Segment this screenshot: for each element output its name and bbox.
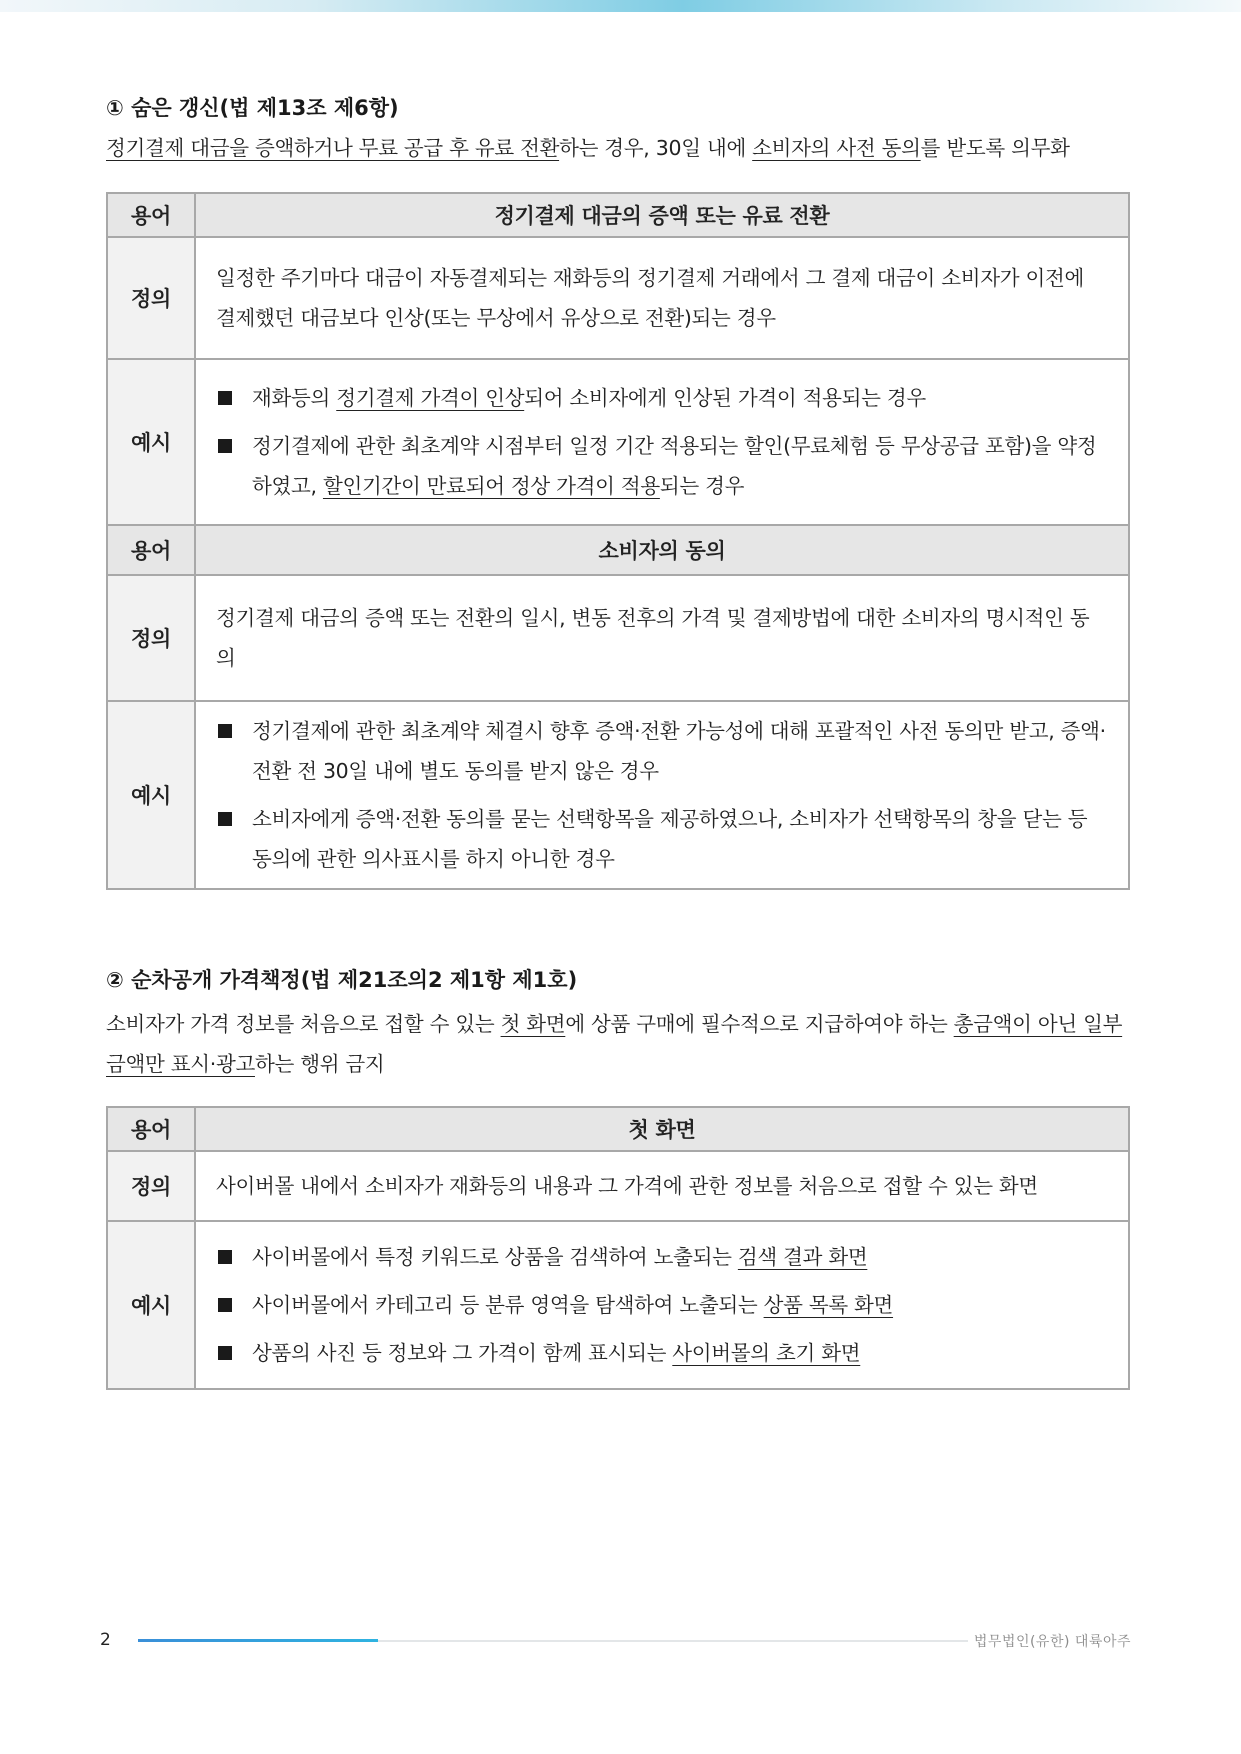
- term-heading: 첫 화면: [195, 1107, 1129, 1151]
- example-list: [216, 711, 1106, 879]
- section2-definition-table: [106, 1106, 1130, 1390]
- desc-segment: 를 받도록 의무화: [920, 136, 1070, 160]
- footer-firm-name: 법무법인(유한) 대륙아주: [973, 1634, 1131, 1650]
- example-row: [107, 1221, 1129, 1389]
- example-item: [216, 426, 1106, 506]
- example-text-underlined: 상품 목록 화면: [763, 1293, 894, 1317]
- example-row: [107, 701, 1129, 889]
- example-label: 예시: [107, 1221, 195, 1389]
- example-item: [216, 378, 1106, 418]
- example-item: [216, 711, 1106, 791]
- example-text-underlined: 검색 결과 화면: [737, 1245, 868, 1269]
- section2-description: [106, 1004, 1126, 1084]
- term-label: 용어: [107, 525, 195, 575]
- example-list: [216, 1237, 1106, 1373]
- example-text: 소비자에게 증액·전환 동의를 묻는 선택항목을 제공하였으나, 소비자가 선택항목의 창을 닫는 등 동의에 관한 의사표시를 하지 아니한 경우: [252, 807, 1088, 871]
- example-text: 정기결제에 관한 최초계약 시점부터 일정 기간 적용되는 할인(무료체험 등 무상공급 포함)을 약정하였고,: [252, 434, 1097, 498]
- definition-label: 정의: [107, 575, 195, 701]
- term-row: [107, 193, 1129, 237]
- desc-segment: 하는 경우, 30일 내에: [559, 136, 753, 160]
- desc-segment: 소비자의 사전 동의: [752, 136, 921, 160]
- example-label: 예시: [107, 701, 195, 889]
- definition-label: 정의: [107, 1151, 195, 1221]
- example-text: 상품의 사진 등 정보와 그 가격이 함께 표시되는: [252, 1341, 673, 1365]
- desc-segment: 첫 화면: [500, 1012, 566, 1036]
- definition-row: [107, 237, 1129, 359]
- example-item: [216, 1285, 1106, 1325]
- section1-definition-table: [106, 192, 1130, 890]
- page-number: 2: [100, 1630, 111, 1650]
- term-heading: 소비자의 동의: [195, 525, 1129, 575]
- term-label: 용어: [107, 193, 195, 237]
- example-item: [216, 799, 1106, 879]
- term-label: 용어: [107, 1107, 195, 1151]
- desc-segment: 하는 행위 금지: [254, 1052, 385, 1076]
- desc-segment: 정기결제 대금을 증액하거나 무료 공급 후 유료 전환: [106, 136, 560, 160]
- example-text: 되는 경우: [659, 474, 745, 498]
- example-text: 되어 소비자에게 인상된 가격이 적용되는 경우: [524, 386, 926, 410]
- example-item: [216, 1237, 1106, 1277]
- definition-row: [107, 1151, 1129, 1221]
- definition-text: 정기결제 대금의 증액 또는 전환의 일시, 변동 전후의 가격 및 결제방법에 대한 소비자의 명시적인 동의: [195, 575, 1129, 701]
- example-text: 사이버몰에서 특정 키워드로 상품을 검색하여 노출되는: [252, 1245, 738, 1269]
- desc-segment: 총금액이 아닌 일부 금액만 표시·광고: [106, 1012, 1123, 1076]
- section1-title: ① 숨은 갱신(법 제13조 제6항): [106, 96, 399, 120]
- term-row: [107, 1107, 1129, 1151]
- definition-label: 정의: [107, 237, 195, 359]
- desc-segment: 에 상품 구매에 필수적으로 지급하여야 하는: [565, 1012, 954, 1036]
- example-row: [107, 359, 1129, 525]
- definition-text: 일정한 주기마다 대금이 자동결제되는 재화등의 정기결제 거래에서 그 결제 대금이 소비자가 이전에 결제했던 대금보다 인상(또는 무상에서 유상으로 전환)되는 경우: [195, 237, 1129, 359]
- footer-divider-accent: [138, 1639, 378, 1642]
- example-text-underlined: 할인기간이 만료되어 정상 가격이 적용: [322, 474, 660, 498]
- definition-text: 사이버몰 내에서 소비자가 재화등의 내용과 그 가격에 관한 정보를 처음으로 접할 수 있는 화면: [195, 1151, 1129, 1221]
- term-row: [107, 525, 1129, 575]
- desc-segment: 소비자가 가격 정보를 처음으로 접할 수 있는: [106, 1012, 501, 1036]
- example-text: 정기결제에 관한 최초계약 체결시 향후 증액·전환 가능성에 대해 포괄적인 사전 동의만 받고, 증액·전환 전 30일 내에 별도 동의를 받지 않은 경우: [252, 719, 1106, 783]
- top-decorative-band: [0, 0, 1241, 12]
- section2-title: ② 순차공개 가격책정(법 제21조의2 제1항 제1호): [106, 968, 578, 992]
- section1-description: [106, 128, 1130, 168]
- example-text-underlined: 사이버몰의 초기 화면: [672, 1341, 861, 1365]
- example-text: 재화등의: [252, 386, 337, 410]
- example-list: [216, 378, 1106, 506]
- term-heading: 정기결제 대금의 증액 또는 유료 전환: [195, 193, 1129, 237]
- example-text-underlined: 정기결제 가격이 인상: [336, 386, 525, 410]
- definition-row: [107, 575, 1129, 701]
- example-text: 사이버몰에서 카테고리 등 분류 영역을 탐색하여 노출되는: [252, 1293, 764, 1317]
- example-item: [216, 1333, 1106, 1373]
- example-label: 예시: [107, 359, 195, 525]
